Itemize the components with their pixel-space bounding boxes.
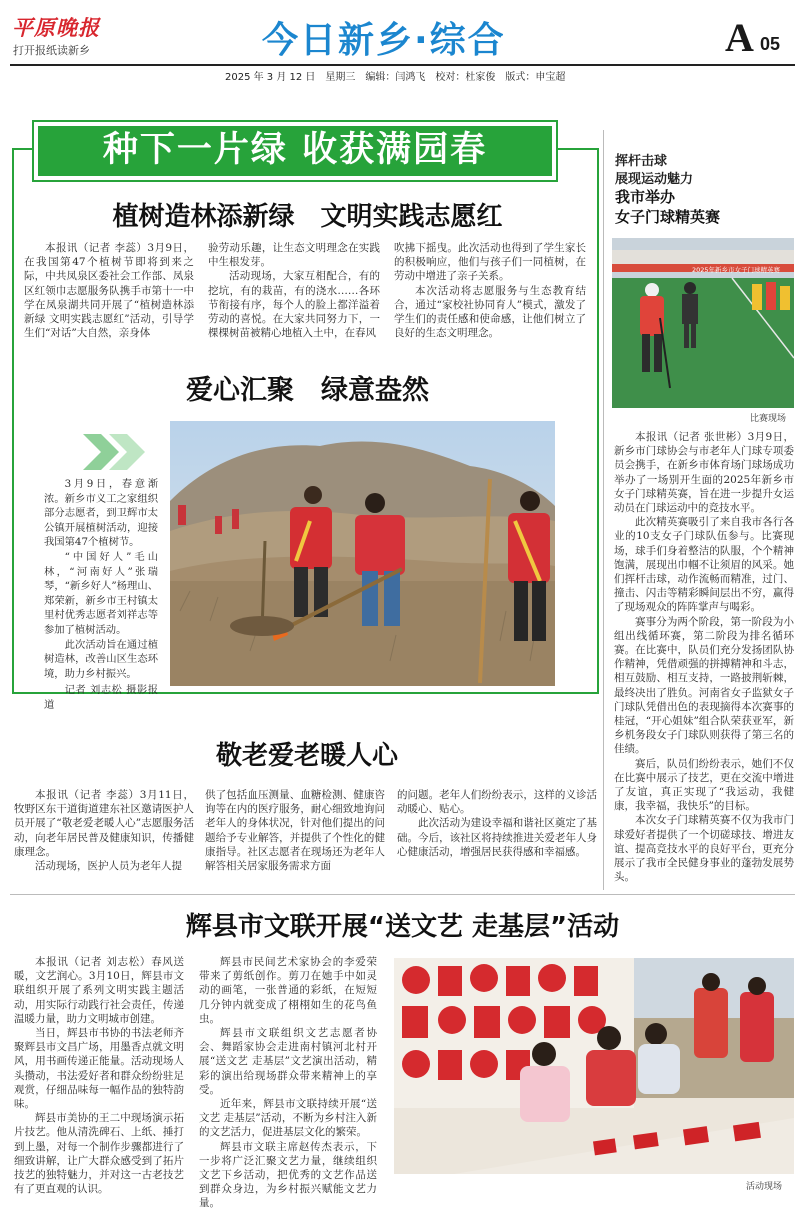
tree-planting-photo [170,421,555,686]
sidebar-p5: 本次女子门球精英赛不仅为我市门球爱好者提供了一个切磋球技、增进友谊、提高竞技水平的良好平台，更充分展示了我市全民健身事业的蓬勃发展势头。 [614,814,794,884]
paper-cutting-photo [394,958,794,1174]
story4-col1 [14,955,184,1196]
story3-headline: 敬老爱老暖人心 [215,741,398,771]
story3-col2 [205,788,385,873]
story1-col2-p2: 活动现场，大家互相配合，有的挖坑，有的栽苗，有的浇水……各环节衔接有序，每个人的脸上都洋溢着劳动的喜悦。在大家共同努力下，一棵棵树苗被精心地植入土中，在春风 [208,270,380,340]
section-title: 今日新乡·综合 [262,20,506,61]
story3-col3-p1: 的问题。老年人们纷纷表示，这样的义诊活动暖心、贴心。 [397,789,597,816]
story4-rule [10,894,795,895]
newspaper-logo: 平原晚报 [12,15,100,40]
newspaper-slogan: 打开报纸读新乡 [13,44,90,57]
sidebar-body [614,430,794,885]
story4-col2-p4: 辉县市文联主席赵传杰表示，下一步将广泛汇聚文艺力量，继续组织文艺下乡活动，把优秀的文艺作品送到群众身边，为乡村振兴赋能文艺力量。 [199,1140,377,1210]
story2-p1: 3月9日，春意渐浓。新乡市义工之家组织部分志愿者，到卫辉市太公镇开展植树活动，迎接我国第47个植树节。 [44,478,158,549]
chevron-arrows-icon [83,434,163,470]
paper-cutting-photo-caption: 活动现场 [746,1182,783,1192]
page-letter: A [725,15,754,60]
masthead [0,0,805,82]
story2-p2: “中国好人”毛山林，“河南好人”张瑞琴，“新乡好人”杨理山、郑荣新，新乡市王村镇太里村优秀志愿者刘祥志等参加了植树活动。 [44,550,158,636]
story1-col2-p1: 验劳动乐趣，让生态文明理念在实践中生根发芽。 [208,242,380,269]
story4-col1-p3: 辉县市美协的王二中现场演示拓片技艺。他从清洗碑石、上纸、捶打到上墨，对每一个制作步骤都进行了细致讲解，让广大群众感受到了拓片技艺的独特魅力，并对这一古老技艺有了更直观的认识。 [14,1112,184,1196]
sidebar-p4: 赛后，队员们纷纷表示，她们不仅在比赛中展示了技艺，更在交流中增进了友谊，真正实现了“我运动，我健康，我幸福，我快乐”的目标。 [614,757,794,813]
story1-col2 [208,241,380,340]
dateline: 2025 年 3 月 12 日 星期三 编辑：闫鸿飞 校对：杜家俊 版式：申宝超 [225,72,566,83]
sidebar-divider [603,130,604,890]
story1-headline: 植树造林添新绿 文明实践志愿红 [112,202,503,232]
story2-body [44,477,158,713]
sidebar-kicker-2: 展现运动魅力 [615,172,694,187]
story4-col1-p1: 本报讯（记者 刘志松）春风送暖，文艺润心。3月10日，辉县市文联组织开展了系列文明实践主题活动，用实际行动践行社会责任，传递温暖力量，助力文明城市创建。 [14,956,184,1025]
story2-credit: 记者 刘志松 摄影报道 [44,684,158,711]
story3-col3 [397,788,597,859]
gateball-photo-banner: 2025年新乡市女子门球精英赛 [692,266,781,274]
sidebar-title-2: 女子门球精英赛 [615,208,721,226]
gateball-photo [612,238,794,408]
story3-col1-p2: 活动现场，医护人员为老年人提 [35,860,182,873]
story1-col3-p1: 吹拂下摇曳。此次活动也得到了学生家长的积极响应，他们与孩子们一同植树，在劳动中增进了亲子关系。 [394,242,586,283]
story1-col1 [24,241,194,340]
feature-banner-text: 种下一片绿 收获满园春 [102,130,488,170]
story2-p3: 此次活动旨在通过植树造林，改善山区生态环境，助力乡村振兴。 [44,638,158,680]
sidebar-p2: 此次精英赛吸引了来自我市各行各业的10支女子门球队伍参与。比赛现场，球手们身着整洁的队服，个个精神饱满，展现出巾帼不让须眉的风采。她们挥杆击球，动作流畅而精准，过门、撞击、闪击等精彩瞬间层出不穷，赢得了现场观众的阵阵掌声与喝彩。 [614,516,794,614]
story4-col2-p2: 辉县市文联组织文艺志愿者协会、舞蹈家协会走进南村镇河北村开展“送文艺 走基层”文艺演出活动，精彩的演出给现场群众带来精神上的享受。 [199,1027,377,1096]
sidebar-title-1: 我市举办 [615,188,676,206]
story1-col3-p2: 本次活动将志愿服务与生态教育结合，通过“家校社协同育人”模式，激发了学生们的责任感和使命感，让他们树立了良好的生态文明理念。 [394,284,586,340]
sidebar-p1: 本报讯（记者 张世彬）3月9日，新乡市门球协会与市老年人门球专项委员会携手，在新乡市体育场门球场成功举办了一场别开生面的2025年新乡市女子门球精英赛，旨在进一步提升女运动员在门球运动中的竞技水平。 [614,431,794,515]
story4-col1-p2: 当日，辉县市书协的书法老师齐聚辉县市文昌广场，用墨香点就文明风，用书画传递正能量。活动现场人头攒动，书法爱好者和群众纷纷驻足观赏，仔细品味每一幅作品的独特韵味。 [14,1027,184,1111]
story3-col3-p2: 此次活动为建设幸福和谐社区奠定了基础。今后，该社区将持续推进关爱老年人身心健康活动，增强居民获得感和幸福感。 [397,817,597,858]
story1-col1-p1: 本报讯（记者 李蕊）3月9日，在我国第47个植树节即将到来之际，中共凤泉区委社会工作部、凤泉区红领巾志愿服务队携手市第十一中学在凤泉湖共同开展了“植树造林添新绿 文明实践志愿红”活动，引导学生们“对话”大自然，亲身体 [24,242,194,340]
story3-col1 [14,788,194,873]
sidebar-kicker-1: 挥杆击球 [615,154,668,169]
story2-headline: 爱心汇聚 绿意盎然 [186,375,429,406]
feature-banner [34,122,556,180]
story3-col2-p1: 供了包括血压测量、血糖检测、健康咨询等在内的医疗服务，耐心细致地询问老年人的身体状况，针对他们提出的问题给予专业解答，并提供了个性化的健康指导。社区志愿者在现场还为老年人解答相关居家服务需求方面 [205,789,385,873]
story4-headline: 辉县市文联开展“送文艺 走基层”活动 [185,912,620,942]
sidebar-p3: 赛事分为两个阶段，第一阶段为小组出线循环赛，第二阶段为排名循环赛。在比赛中，队员们充分发扬团队协作精神，凭借顽强的拼搏精神和斗志，相互鼓励、相互支持，一路披荆斩棘，最终决出了胜负。河南省女子监狱女子门球队凭借出色的表现摘得本次赛事的桂冠，“开心姐妹”组合队荣获亚军，新乡机务段女子门球队则获得了第三名的佳绩。 [614,615,794,756]
story3-col1-p1: 本报讯（记者 李蕊）3月11日，牧野区东干道街道建东社区邀请医护人员开展了“敬老爱老暖人心”志愿服务活动，向老年居民普及健康知识，传播健康理念。 [14,789,194,858]
story4-col2-p3: 近年来，辉县市文联持续开展“送文艺 走基层”活动，不断为乡村注入新的文艺活力，促进基层文化的繁荣。 [199,1098,377,1139]
story1-col3 [394,241,586,340]
masthead-rule [10,64,795,66]
page-number: 05 [760,34,781,54]
story4-col2 [199,955,377,1211]
story4-col2-p1: 辉县市民间艺术家协会的李爱荣带来了剪纸创作。剪刀在她手中如灵动的画笔，一张普通的彩纸，在短短几分钟内就变成了栩栩如生的花鸟鱼虫。 [199,956,377,1025]
gateball-photo-caption: 比赛现场 [750,414,787,424]
